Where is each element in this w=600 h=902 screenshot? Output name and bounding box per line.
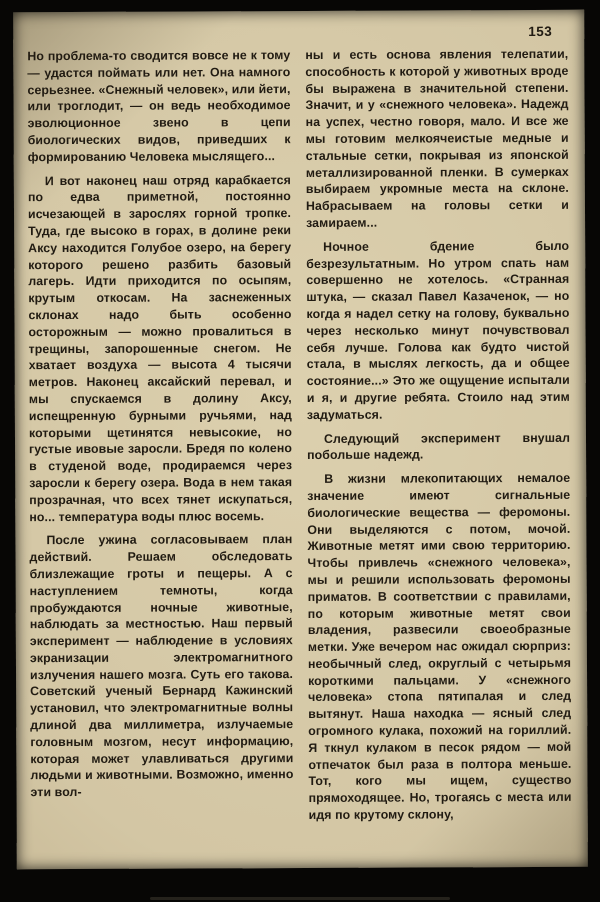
scan-edge-artifact xyxy=(150,897,450,900)
paragraph: Следующий эксперимент внушал побольше надежд. xyxy=(307,430,571,463)
page-number: 153 xyxy=(528,23,553,40)
paragraph: И вот наконец наш отряд карабкается по едва приметной, постоянно исчезающей в зарослях горной тропке. Туда, где высоко в горах, в долине реки Аксу находится Голубое озеро, на берегу которого решено разбить базовый лагерь. Идти приходится по осыпям, крутым откосам. На заснеженных склонах надо быть особенно осторожным — можно провалиться в трещины, запорошенные снегом. Не хватает воздуха — высота 4 тысячи метров. Наконец аксайский перевал, и мы спускаемся в долину Аксу, испещренную бурными ручьями, над которыми щетинятся невысокие, но густые ивовые заросли. Бредя по колено в студеной воде, продираемся через заросли к берегу озера. Вода в нем такая прозрачная, что всех тянет искупаться, но... температура воды плюс восемь. xyxy=(27,172,293,524)
paragraph: Ночное бдение было безрезультатным. Но утром спать нам совершенно не хотелось. «Странная штука, — сказал Павел Казаченок, — но когда я надел сетку на голову, буквально через несколько минут почувствовал себя лучше. Голова как будто чистой стала, в мыслях легкость, да и общее состояние...» Это же ощущение испытали и я, и другие ребята. Стоило над этим задуматься. xyxy=(306,238,570,422)
paper xyxy=(13,10,588,869)
column-right xyxy=(305,46,571,831)
column-left xyxy=(27,47,293,832)
paragraph: ны и есть основа явления телепатии, способность к которой у животных вроде бы выражена в значительной степени. Значит, и у «снежного человека». Надежд на успех, честно говоря, мало. И все же мы готовим мелкоячеистые медные и стальные сетки, покрывая из японской металлизированной пленки. В сумерках выбираем укромные места на склоне. Набрасываем на головы сетки и замираем... xyxy=(305,46,570,230)
text-columns xyxy=(13,10,588,842)
paragraph: После ужина согласовываем план действий. Решаем обследовать близлежащие гроты и пещеры. А с наступлением темноты, когда пробуждаются ночные животные, наблюдать за местностью. Наш первый эксперимент — наблюдение в условиях экранизации электромагнитного излучения нашего мозга. Суть его такова. Советский ученый Бернард Кажинский установил, что электромагнитные волны длиной два миллиметра, излучаемые головным мозгом, несут информацию, которая может улавливаться другими людьми и животными. Возможно, именно эти вол- xyxy=(29,532,294,800)
paragraph: Но проблема-то сводится вовсе не к тому — удастся поймать или нет. Она намного серьезнее. «Снежный человек», или йети, или троглодит, — он ведь необходимое эволюционное звено в цепи биологических видов, приведших к формированию Человека мыслящего... xyxy=(27,48,291,164)
paragraph: В жизни млекопитающих немалое значение имеют сигнальные биологические вещества — феромоны. Они выделяются с потом, мочой. Животные метят ими свою территорию. Чтобы привлечь «снежного человека», мы и решили использовать феромоны приматов. В соответствии с правилами, по которым животные метят свои владения, развесили своеобразные метки. Уже вечером нас ожидал сюрприз: необычный след, округлый с четырьмя короткими пальцами. У «снежного человека» стопа пятипалая и след вытянут. Наша находка — ясный след огромного кулака, похожий на гориллий. Я ткнул кулаком в песок рядом — мой отпечаток был раза в полтора меньше. Тот, кого мы ищем, существо прямоходящее. Но, трогаясь с места или идя по крутому склону, xyxy=(307,470,572,823)
